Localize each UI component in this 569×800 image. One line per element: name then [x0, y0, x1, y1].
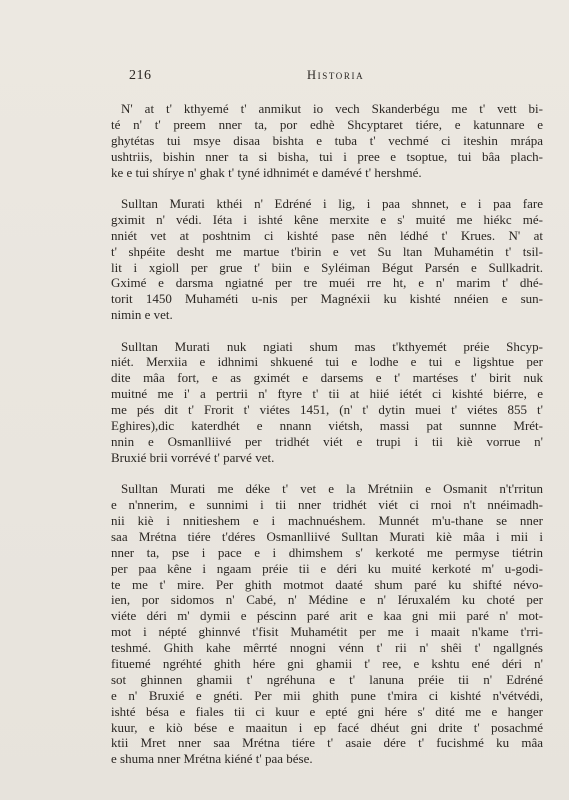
text-line: e n' Bruxié e gnéti. Per mii ghith pune t'mira ci kishté n'vétvédi, [111, 687, 543, 703]
paragraph [111, 196, 543, 323]
body-text [111, 101, 543, 783]
text-line: te me t' mire. Per ghith motmot daaté shum paré ku shifté névo- [111, 576, 543, 592]
text-line: niét. Merxiia e idhnimi shkuené tui e lodhe e tui e ligshtue per [111, 354, 543, 370]
text-line: nnin e Osmanlliivé per tridhét viét e trupi i tii kiè vorrue n' [111, 433, 543, 449]
text-line: ushtriis, bishin nner ta si bisha, tui i pree e tsoptue, tui bâa plach- [111, 148, 543, 164]
text-line: muitné me i' a pertrii n' ftyre t' tii at hiié iétét ci kishté biérre, e [111, 386, 543, 402]
text-line: teshmé. Ghith kahe mêrrté nnogni vénn t' rii n' shêi t' ngallgnés [111, 640, 543, 656]
running-title: Historia [307, 68, 365, 82]
text-line: per paa kêne i ngaam préie tii e déri ku muité kerkoté m' u-godi- [111, 560, 543, 576]
text-line: nniét vet at poshtnim ci kishté pase nên lédhé t' Krues. N' at [111, 227, 543, 243]
text-line: ke e tui shírye n' ghak t' tyné idhnimét e damévé t' hershmé. [111, 164, 422, 180]
text-line: Bruxié brii vorrévé t' parvé vet. [111, 449, 275, 465]
text-line: nii kiè i nnitieshem e i machnuéshem. Munnét m'u-thane se nner [111, 512, 543, 528]
text-line: ishté bésa e fiales tii ci kuur e epté gni hére s' dité me e hanger [111, 703, 543, 719]
text-line: ghytétas tui msye disaa bishta e tuba t' vechmé ci iteshin mrápa [111, 132, 543, 148]
text-line: nimin e vet. [111, 307, 173, 323]
text-line: Sulltan Murati me déke t' vet e la Mrétniin e Osmanit n't'rritun [121, 481, 543, 497]
text-line: e n'nnerim, e sunnimi i tii nner tridhét viét ci rnoi n't nnéimadh- [111, 497, 543, 513]
text-line: e shuma nner Mrétna kiéné t' paa bése. [111, 751, 313, 767]
text-line: Eghires),dic katerdhét e nnann viétsh, massi pat sunnne Mrét- [111, 418, 543, 434]
text-line: ien, por sidomos n' Cabé, n' Médine e n' Iéruxalém ku choté per [111, 592, 543, 608]
paragraph [111, 101, 543, 180]
text-line: kuur, e kiò bése e maaitun i ep facé dhéut gni drite t' posachmé [111, 719, 543, 735]
text-line: té n' t' preem nner ta, por edhè Shcyptaret tiére, e katunnare e [111, 116, 543, 132]
text-line: Sulltan Murati kthéi n' Edréné i lig, i paa shnnet, e i paa fare [121, 195, 543, 211]
text-line: Gximé e darsma ngiatné per tre muéi rre ht, e n' marim t' dhé- [111, 275, 543, 291]
paragraph [111, 339, 543, 466]
text-line: viéte déri m' dymii e péscinn paré arit e kaa gni mii paré n' mot- [111, 608, 543, 624]
page-number: 216 [129, 68, 152, 83]
text-line: me pés dit t' Frorit t' viétes 1451, (n' t' dytin muei t' viétes 855 t' [111, 402, 543, 418]
text-line: saa Mrétna tiére t'déres Osmanlliivé Sulltan Murati kiè mâa i mii i [111, 528, 543, 544]
text-line: N' at t' kthyemé t' anmikut io vech Skanderbégu me t' vett bi- [121, 101, 543, 116]
text-line: fituemé ngréhté ghith hére gni ghamii t' ree, e kshtu ené déri n' [111, 656, 543, 671]
text-line: dite mâa fort, e as gximét e darsems e t' martéses t' birit nuk [111, 370, 543, 386]
text-line: nner ta, pse i pace e i dhimshem s' kerkoté me permyse tiétrin [111, 544, 543, 560]
text-line: lit i xgioll per grue t' biin e Syléiman Bégut Parsén e Sullkadrit. [111, 259, 543, 275]
paragraph [111, 481, 543, 767]
text-line: gximit n' védi. Iéta i ishté kêne merxite e s' muité me hiékc mé- [111, 211, 543, 227]
text-line: t' shpéite desht me martue t'birin e vet Su ltan Muhamétin t' tsil- [111, 243, 543, 259]
text-line: ktii Mret nner saa Mrétna tiére t' asaie dére t' fucishmé ku mâa [111, 735, 543, 751]
running-head [0, 68, 569, 88]
text-line: Sulltan Murati nuk ngiati shum mas t'kthyemét préie Shcyp- [121, 338, 543, 354]
text-line: sot ghinnen ghamii t' ngréhuna e t' lanuna préie tii n' Edréné [111, 671, 543, 687]
text-line: torit 1450 Muhaméti u-nis per Magnéxii ku kishté nnéien e sun- [111, 291, 543, 307]
text-line: mot i népté ghinnvé t'fisit Muhamétit per me i maait n'kame t'rri- [111, 624, 543, 640]
